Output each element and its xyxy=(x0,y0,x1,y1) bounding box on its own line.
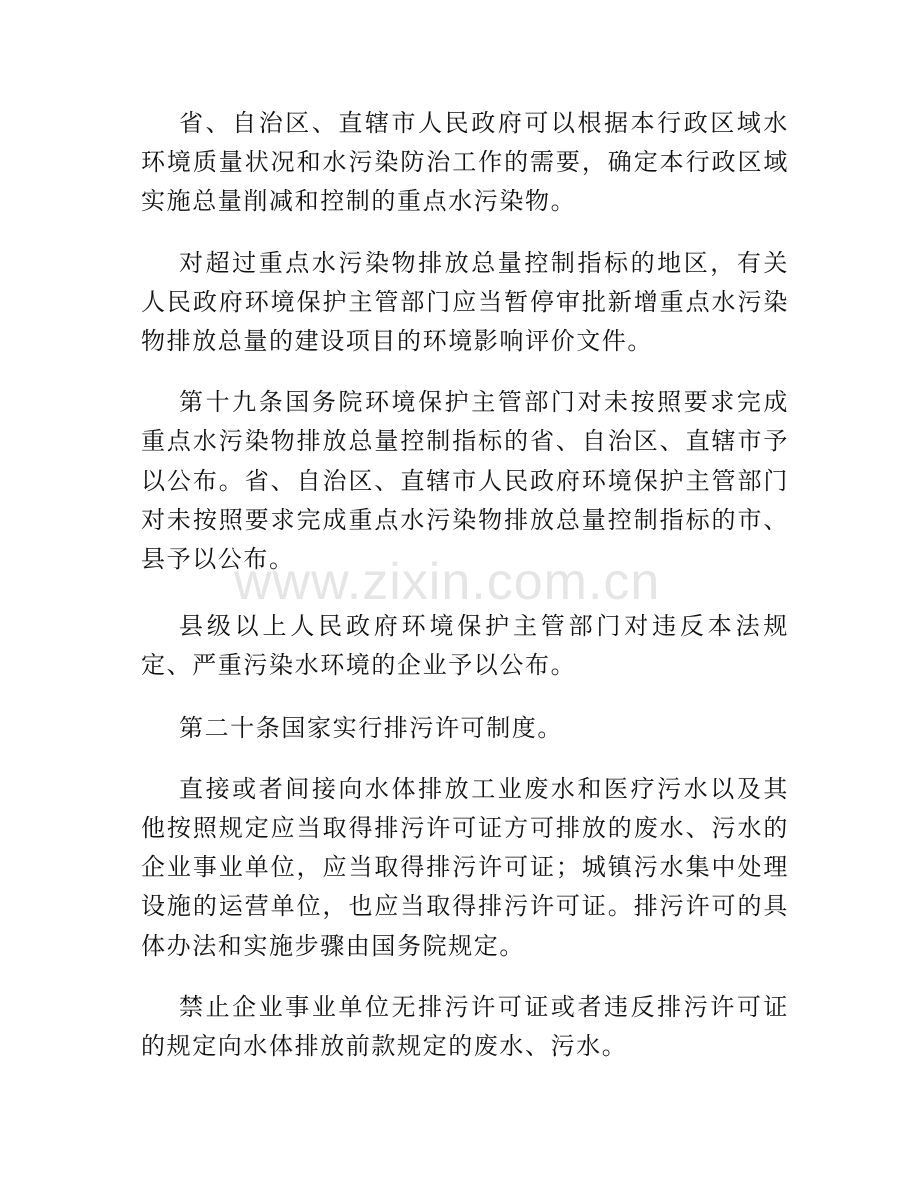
paragraph-7: 禁止企业事业单位无排污许可证或者违反排污许可证的规定向水体排放前款规定的废水、污水。 xyxy=(141,992,789,1061)
paragraph-4: 县级以上人民政府环境保护主管部门对违反本法规定、严重污染水环境的企业予以公布。 xyxy=(141,612,789,680)
paragraph-2: 对超过重点水污染物排放总量控制指标的地区，有关人民政府环境保护主管部门应当暂停审批新增重点水污染物排放总量的建设项目的环境影响评价文件。 xyxy=(141,248,789,356)
paragraph-3: 第十九条国务院环境保护主管部门对未按照要求完成重点水污染物排放总量控制指标的省、自治区、直辖市予以公布。省、自治区、直辖市人民政府环境保护主管部门对未按照要求完成重点水污染物排放总量控制指标的市、县予以公布。 xyxy=(141,388,789,574)
paragraph-1: 省、自治区、直辖市人民政府可以根据本行政区域水环境质量状况和水污染防治工作的需要，确定本行政区域实施总量削减和控制的重点水污染物。 xyxy=(141,109,789,216)
paragraph-5: 第二十条国家实行排污许可制度。 xyxy=(179,713,563,742)
paragraph-6: 直接或者间接向水体排放工业废水和医疗污水以及其他按照规定应当取得排污许可证方可排放的废水、污水的企业事业单位，应当取得排污许可证；城镇污水集中处理设施的运营单位，也应当取得排污许可证。排污许可的具体办法和实施步骤由国务院规定。 xyxy=(141,774,789,960)
watermark: www.zixin.com.cn xyxy=(234,553,661,611)
